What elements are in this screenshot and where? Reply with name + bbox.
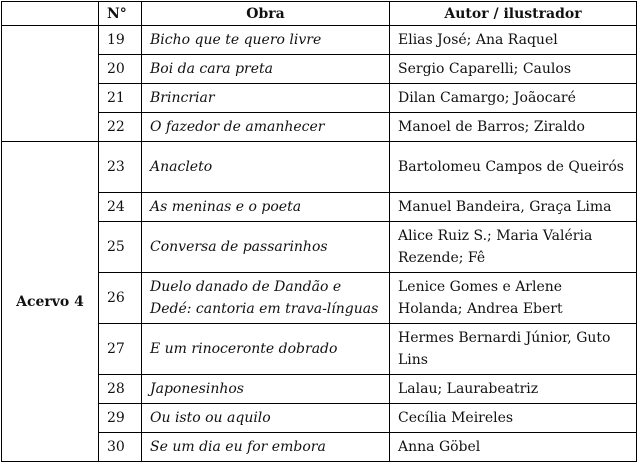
number-cell: 29 (99, 404, 142, 433)
autor-cell: Cecília Meireles (390, 404, 637, 433)
autor-cell: Lenice Gomes e Arlene Holanda; Andrea Ebert (390, 273, 637, 324)
autor-cell: Sergio Caparelli; Caulos (390, 55, 637, 84)
books-table (1, 1, 637, 462)
header-group (2, 2, 99, 26)
obra-cell: Brincriar (142, 84, 390, 113)
table-row (2, 142, 637, 193)
header-autor: Autor / ilustrador (390, 2, 637, 26)
obra-cell: E um rinoceronte dobrado (142, 324, 390, 375)
group-cell: Acervo 4 (2, 142, 99, 462)
autor-cell: Alice Ruiz S.; Maria Valéria Rezende; Fê (390, 222, 637, 273)
obra-cell: Ou isto ou aquilo (142, 404, 390, 433)
obra-cell: Japonesinhos (142, 375, 390, 404)
number-cell: 21 (99, 84, 142, 113)
number-cell: 23 (99, 142, 142, 193)
group-cell (2, 26, 99, 142)
number-cell: 19 (99, 26, 142, 55)
header-obra: Obra (142, 2, 390, 26)
number-cell: 26 (99, 273, 142, 324)
autor-cell: Manoel de Barros; Ziraldo (390, 113, 637, 142)
header-number: N° (99, 2, 142, 26)
obra-cell: As meninas e o poeta (142, 193, 390, 222)
header-row (2, 2, 637, 26)
autor-cell: Manuel Bandeira, Graça Lima (390, 193, 637, 222)
number-cell: 27 (99, 324, 142, 375)
obra-cell: Bicho que te quero livre (142, 26, 390, 55)
table-row (2, 26, 637, 55)
obra-cell: Boi da cara preta (142, 55, 390, 84)
number-cell: 25 (99, 222, 142, 273)
autor-cell: Lalau; Laurabeatriz (390, 375, 637, 404)
autor-cell: Elias José; Ana Raquel (390, 26, 637, 55)
autor-cell: Hermes Bernardi Júnior, Guto Lins (390, 324, 637, 375)
obra-cell: Anacleto (142, 142, 390, 193)
autor-cell: Dilan Camargo; Joãocaré (390, 84, 637, 113)
obra-cell: O fazedor de amanhecer (142, 113, 390, 142)
obra-cell: Duelo danado de Dandão e Dedé: cantoria em trava-línguas (142, 273, 390, 324)
number-cell: 22 (99, 113, 142, 142)
number-cell: 30 (99, 433, 142, 462)
number-cell: 24 (99, 193, 142, 222)
obra-cell: Se um dia eu for embora (142, 433, 390, 462)
number-cell: 28 (99, 375, 142, 404)
number-cell: 20 (99, 55, 142, 84)
autor-cell: Bartolomeu Campos de Queirós (390, 142, 637, 193)
obra-cell: Conversa de passarinhos (142, 222, 390, 273)
autor-cell: Anna Göbel (390, 433, 637, 462)
